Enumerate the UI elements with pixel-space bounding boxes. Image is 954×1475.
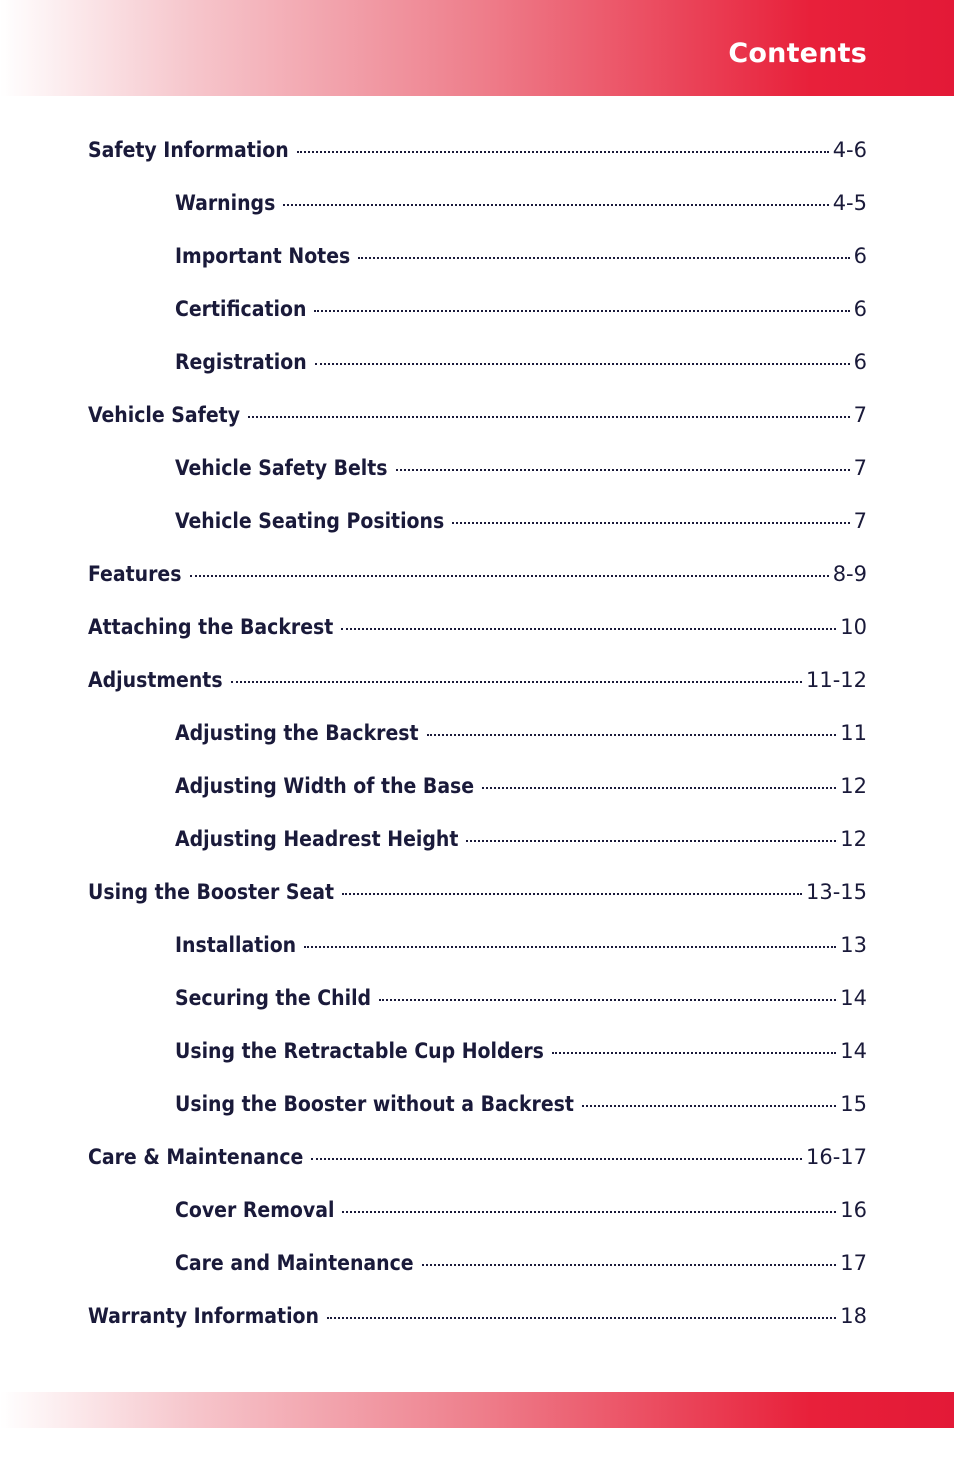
- toc-entry-label: Adjustments: [88, 668, 223, 692]
- toc-entry-label: Warnings: [175, 191, 276, 215]
- toc-entry-label: Vehicle Safety Belts: [175, 456, 388, 480]
- toc-entry-label: Features: [88, 562, 182, 586]
- header-band: [0, 0, 954, 96]
- dot-leader: [327, 1317, 836, 1319]
- toc-page-number: 13: [840, 933, 867, 957]
- toc-entry-using-the-booster-seat[interactable]: [88, 873, 867, 926]
- toc-entry-adjusting-the-backrest[interactable]: [88, 714, 867, 767]
- toc-entry-label: Using the Booster without a Backrest: [175, 1092, 574, 1116]
- dot-leader: [341, 628, 836, 630]
- dot-leader: [358, 257, 849, 259]
- dot-leader: [190, 575, 829, 577]
- toc-page-number: 16-17: [805, 1145, 867, 1169]
- toc-entry-warnings[interactable]: [88, 184, 867, 237]
- toc-page-number: 12: [840, 774, 867, 798]
- toc-page-number: 13-15: [805, 880, 867, 904]
- toc-page-number: 17: [840, 1251, 867, 1275]
- toc-entry-warranty-information[interactable]: [88, 1297, 867, 1350]
- dot-leader: [482, 787, 836, 789]
- toc-entry-cover-removal[interactable]: [88, 1191, 867, 1244]
- dot-leader: [552, 1052, 836, 1054]
- toc-page-number: 7: [853, 509, 867, 533]
- dot-leader: [452, 522, 849, 524]
- toc-entry-safety-information[interactable]: [88, 131, 867, 184]
- toc-page-number: 7: [853, 456, 867, 480]
- toc-entry-label: Securing the Child: [175, 986, 372, 1010]
- toc-page-number: 16: [840, 1198, 867, 1222]
- toc-entry-installation[interactable]: [88, 926, 867, 979]
- toc-entry-features[interactable]: [88, 555, 867, 608]
- dot-leader: [297, 151, 829, 153]
- toc-page-number: 10: [840, 615, 867, 639]
- dot-leader: [342, 1211, 836, 1213]
- toc-entry-label: Attaching the Backrest: [88, 615, 334, 639]
- toc-entry-using-the-booster-without-a-backrest[interactable]: [88, 1085, 867, 1138]
- toc-entry-label: Cover Removal: [175, 1198, 335, 1222]
- toc-entry-vehicle-safety-belts[interactable]: [88, 449, 867, 502]
- toc-entry-adjusting-width-of-the-base[interactable]: [88, 767, 867, 820]
- toc-page-number: 14: [840, 1039, 867, 1063]
- toc-page-number: 18: [840, 1304, 867, 1328]
- dot-leader: [231, 681, 802, 683]
- toc-entry-label: Warranty Information: [88, 1304, 319, 1328]
- toc-entry-label: Adjusting Width of the Base: [175, 774, 475, 798]
- dot-leader: [396, 469, 850, 471]
- toc-entry-label: Using the Booster Seat: [88, 880, 335, 904]
- table-of-contents: [88, 131, 867, 1350]
- dot-leader: [582, 1105, 836, 1107]
- toc-entry-important-notes[interactable]: [88, 237, 867, 290]
- toc-page-number: 15: [840, 1092, 867, 1116]
- dot-leader: [466, 840, 836, 842]
- toc-page-number: 6: [853, 350, 867, 374]
- toc-entry-certification[interactable]: [88, 290, 867, 343]
- dot-leader: [422, 1264, 837, 1266]
- page-title: Contents: [728, 38, 867, 69]
- toc-page-number: 11: [840, 721, 867, 745]
- toc-entry-label: Vehicle Seating Positions: [175, 509, 445, 533]
- toc-page-number: 14: [840, 986, 867, 1010]
- dot-leader: [427, 734, 837, 736]
- dot-leader: [315, 363, 850, 365]
- dot-leader: [304, 946, 836, 948]
- toc-entry-care-and-maintenance-section[interactable]: [88, 1138, 867, 1191]
- footer-band: [0, 1392, 954, 1428]
- toc-entry-label: Care & Maintenance: [88, 1145, 304, 1169]
- toc-entry-label: Safety Information: [88, 138, 289, 162]
- dot-leader: [283, 204, 828, 206]
- toc-entry-vehicle-seating-positions[interactable]: [88, 502, 867, 555]
- dot-leader: [342, 893, 802, 895]
- dot-leader: [314, 310, 849, 312]
- toc-entry-adjusting-headrest-height[interactable]: [88, 820, 867, 873]
- toc-entry-label: Installation: [175, 933, 297, 957]
- toc-entry-securing-the-child[interactable]: [88, 979, 867, 1032]
- toc-page-number: 4-6: [832, 138, 867, 162]
- toc-entry-label: Adjusting the Backrest: [175, 721, 419, 745]
- toc-entry-label: Registration: [175, 350, 307, 374]
- toc-entry-label: Important Notes: [175, 244, 351, 268]
- toc-entry-label: Vehicle Safety: [88, 403, 241, 427]
- dot-leader: [311, 1158, 802, 1160]
- toc-entry-registration[interactable]: [88, 343, 867, 396]
- toc-entry-label: Care and Maintenance: [175, 1251, 414, 1275]
- toc-page-number: 6: [853, 297, 867, 321]
- toc-entry-label: Using the Retractable Cup Holders: [175, 1039, 544, 1063]
- toc-entry-vehicle-safety[interactable]: [88, 396, 867, 449]
- toc-page-number: 7: [853, 403, 867, 427]
- toc-page-number: 4-5: [832, 191, 867, 215]
- toc-page-number: 11-12: [805, 668, 867, 692]
- toc-entry-using-the-retractable-cup-holders[interactable]: [88, 1032, 867, 1085]
- toc-entry-attaching-the-backrest[interactable]: [88, 608, 867, 661]
- toc-entry-label: Adjusting Headrest Height: [175, 827, 459, 851]
- dot-leader: [379, 999, 836, 1001]
- toc-entry-label: Certification: [175, 297, 307, 321]
- toc-page-number: 8-9: [832, 562, 867, 586]
- toc-entry-adjustments[interactable]: [88, 661, 867, 714]
- toc-page-number: 6: [853, 244, 867, 268]
- toc-entry-care-and-maintenance[interactable]: [88, 1244, 867, 1297]
- dot-leader: [248, 416, 850, 418]
- toc-page-number: 12: [840, 827, 867, 851]
